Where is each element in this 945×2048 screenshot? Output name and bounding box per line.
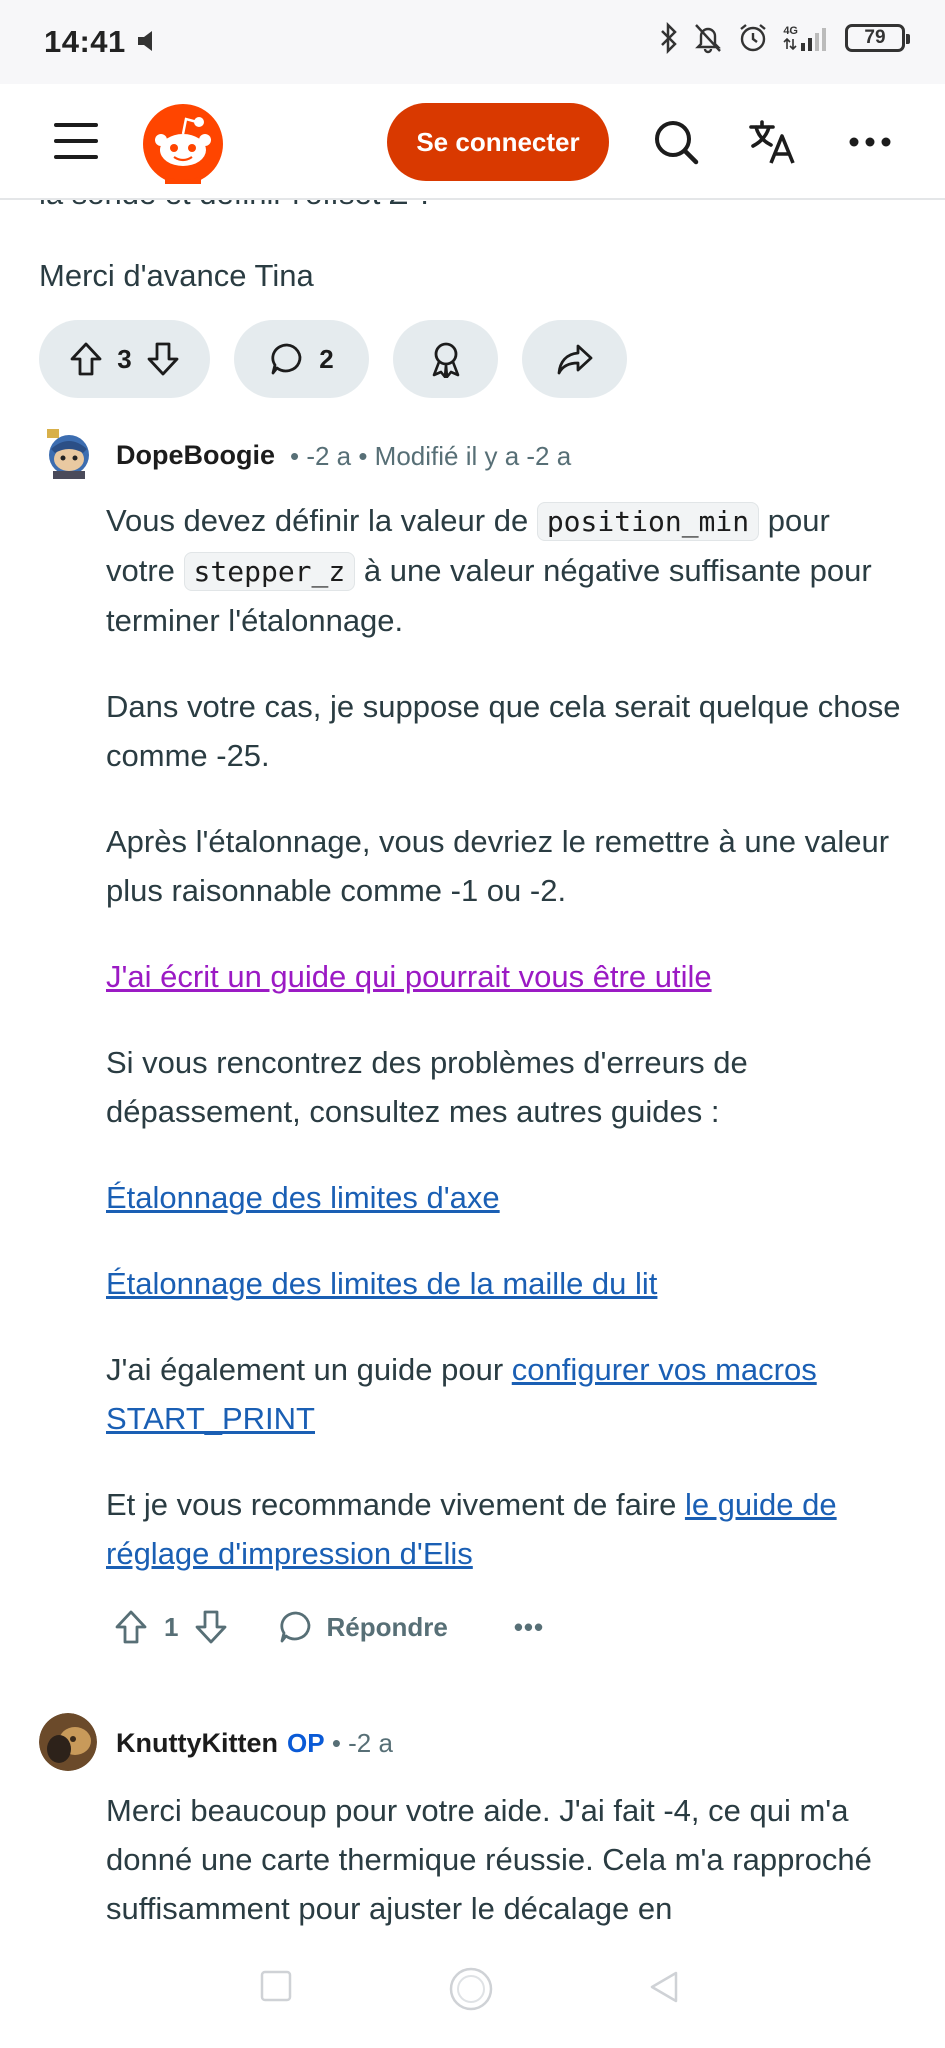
reddit-logo[interactable] (143, 104, 223, 184)
comment-paragraph: Après l'étalonnage, vous devriez le remettre à une valeur plus raisonnable comme -1 ou -2. (106, 824, 890, 908)
reply-label: Répondre (326, 1611, 448, 1642)
upvote-icon[interactable] (69, 341, 103, 377)
vote-pill (39, 320, 210, 398)
text-span: J'ai également un guide pour (106, 1352, 512, 1387)
nav-back-icon[interactable] (648, 1970, 680, 2004)
system-nav-bar (0, 1932, 945, 2048)
status-bar (0, 0, 945, 84)
more-icon[interactable] (846, 118, 894, 166)
search-icon[interactable] (652, 118, 700, 166)
post-body: Merci d'avance Tina (39, 258, 314, 293)
share-button[interactable] (522, 320, 627, 398)
share-icon (556, 342, 594, 376)
comment-more-button[interactable]: ••• (513, 1611, 545, 1642)
comment-paragraph (106, 952, 906, 1001)
nav-square-icon[interactable] (260, 1970, 292, 2002)
award-button[interactable] (393, 320, 498, 398)
alarm-icon (737, 22, 769, 54)
text-span: Et je vous recommande vivement de faire (106, 1487, 685, 1522)
status-icons (659, 22, 905, 54)
reply-button[interactable] (278, 1609, 447, 1645)
reply-icon (278, 1609, 314, 1645)
comment-username[interactable]: KnuttyKitten (116, 1728, 278, 1758)
avatar[interactable] (39, 1713, 97, 1771)
menu-icon[interactable] (54, 123, 98, 159)
comment-meta-text: • -2 a (331, 1728, 393, 1758)
login-button[interactable]: Se connecter (387, 103, 609, 181)
bell-off-icon (693, 22, 723, 54)
data-arrows-icon (783, 37, 797, 51)
comments-button[interactable] (234, 320, 369, 398)
network-label: 4G (783, 25, 798, 37)
comment-paragraph: Dans votre cas, je suppose que cela serait quelque chose comme -25. (106, 689, 901, 773)
comment-meta (287, 1728, 393, 1759)
bed-mesh-limits-link[interactable]: Étalonnage des limites de la maille du lit (106, 1266, 658, 1301)
elis-tuning-guide-link[interactable]: le guide de réglage d'impression d'Elis (106, 1487, 837, 1571)
start-print-macros-link[interactable]: configurer vos macros START_PRINT (106, 1352, 817, 1436)
guide-link[interactable]: J'ai écrit un guide qui pourrait vous être utile (106, 959, 712, 994)
comment-actions (114, 1600, 544, 1654)
nav-circle-icon[interactable] (448, 1966, 494, 2012)
comment-body: Merci beaucoup pour votre aide. J'ai fait -4, ce qui m'a donné une carte thermique réussie. Cela m'a rapproché suffisamment pour ajuster le décalage en (106, 1793, 872, 1926)
post-actions (39, 320, 627, 398)
comment-paragraph (106, 1480, 906, 1578)
text-span: pour votre (106, 503, 830, 588)
comment-paragraph (106, 1173, 906, 1222)
translate-icon[interactable] (749, 118, 797, 166)
comment-paragraph (106, 496, 906, 645)
comment-username[interactable]: DopeBoogie (116, 440, 275, 470)
downvote-icon[interactable] (194, 1609, 228, 1645)
inline-code: position_min (537, 502, 759, 541)
signal-icon (801, 25, 831, 51)
comment-icon (269, 341, 305, 377)
comment-vote-count: 1 (164, 1611, 179, 1642)
comment-paragraph (106, 1345, 906, 1443)
comment-meta: • -2 a • Modifié il y a -2 a (290, 441, 572, 471)
status-time: 14:41 (44, 24, 126, 59)
avatar[interactable] (39, 425, 93, 481)
text-span: Vous devez définir la valeur de (106, 503, 537, 538)
axis-limits-link[interactable]: Étalonnage des limites d'axe (106, 1180, 500, 1215)
mute-icon (136, 29, 158, 53)
comment-body (106, 496, 906, 1615)
downvote-icon[interactable] (146, 341, 180, 377)
network-indicator (783, 25, 831, 51)
inline-code: stepper_z (184, 552, 356, 591)
op-badge: OP (287, 1728, 325, 1758)
app-header (0, 84, 945, 200)
battery-icon: 79 (845, 24, 905, 52)
upvote-icon[interactable] (114, 1609, 148, 1645)
comment-paragraph (106, 1259, 906, 1308)
bluetooth-icon (659, 22, 679, 54)
award-icon (429, 340, 463, 378)
post-comment-count: 2 (319, 343, 334, 374)
text-span: à une valeur négative suffisante pour terminer l'étalonnage. (106, 553, 872, 638)
post-vote-count: 3 (117, 343, 132, 374)
comment-paragraph: Si vous rencontrez des problèmes d'erreurs de dépassement, consultez mes autres guides : (106, 1045, 748, 1129)
